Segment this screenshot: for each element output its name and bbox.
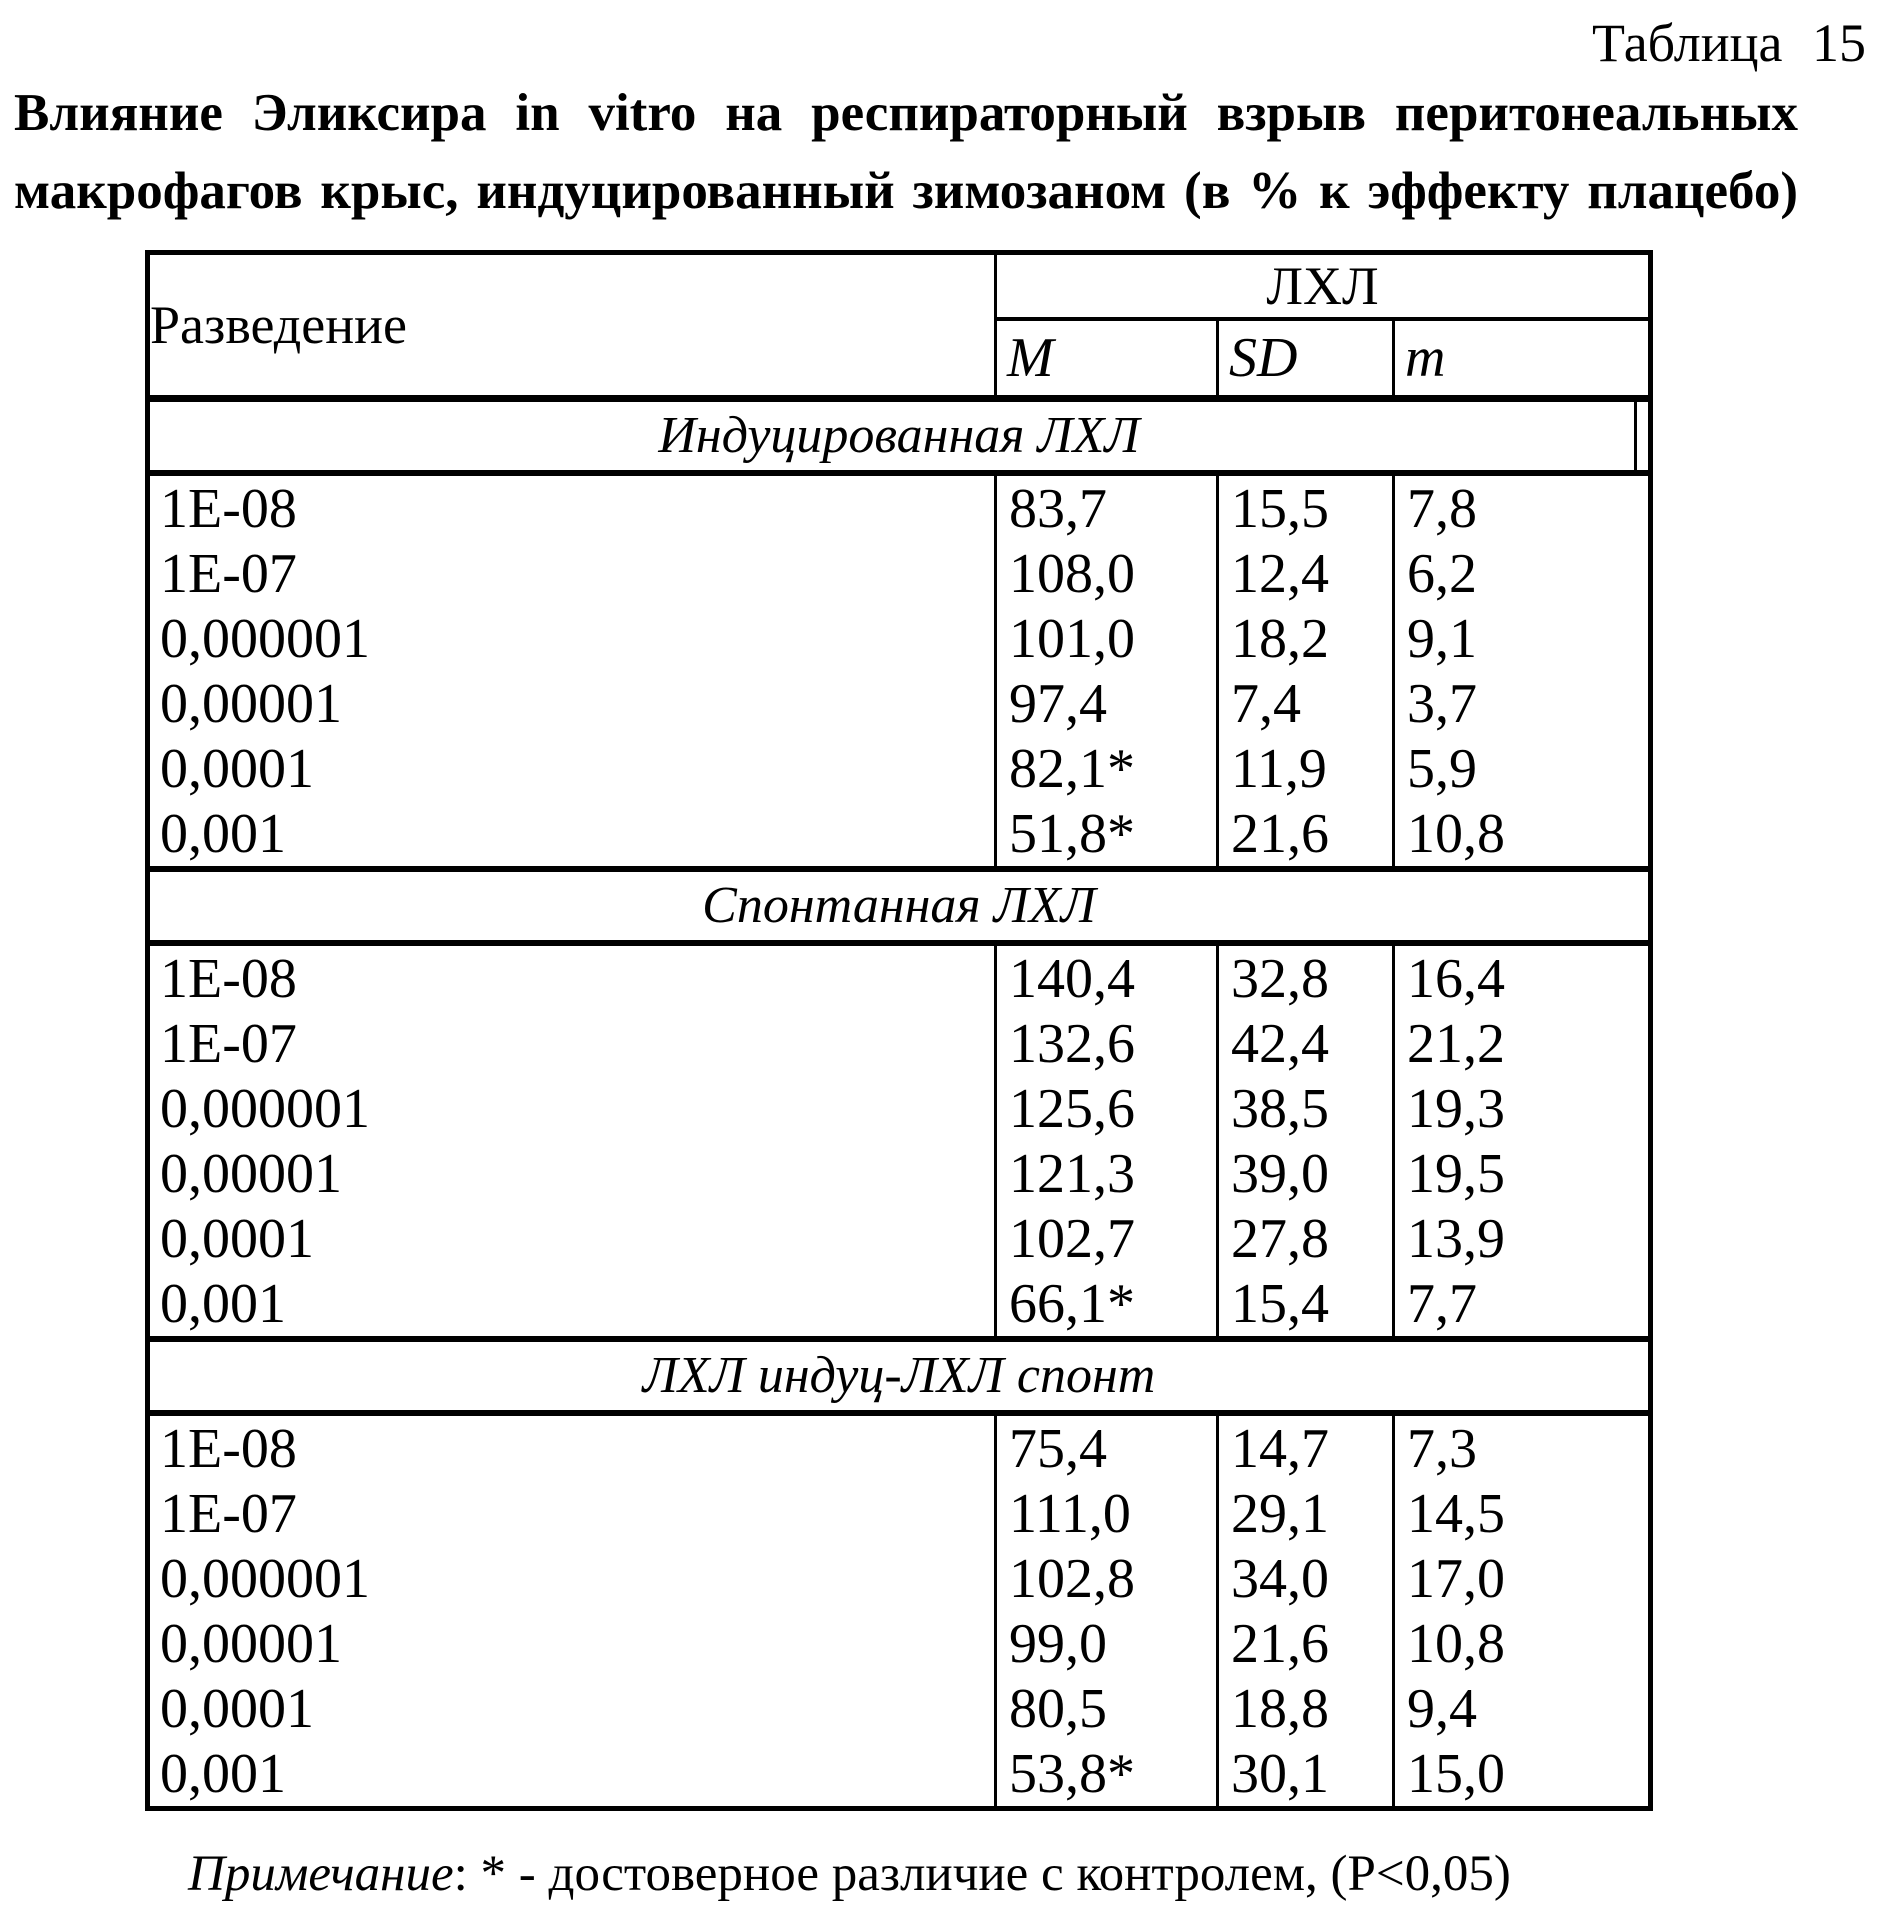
footnote — [188, 1845, 1511, 1903]
cell-dilution: 0,0001 — [148, 1676, 996, 1741]
table-row — [148, 1676, 1651, 1741]
document-title — [14, 74, 1798, 230]
cell-m-err: 5,9 — [1394, 736, 1651, 801]
cell-m-err: 17,0 — [1394, 1546, 1651, 1611]
cell-m: 75,4 — [996, 1413, 1218, 1481]
cell-dilution: 0,001 — [148, 801, 996, 869]
cell-m-err: 14,5 — [1394, 1481, 1651, 1546]
cell-m-err: 7,3 — [1394, 1413, 1651, 1481]
cell-m-err: 10,8 — [1394, 801, 1651, 869]
table-row — [148, 1271, 1651, 1339]
table-row — [148, 1481, 1651, 1546]
cell-sd: 34,0 — [1218, 1546, 1394, 1611]
cell-m-err: 19,5 — [1394, 1141, 1651, 1206]
table-row — [148, 1611, 1651, 1676]
title-line-1: Влияние Эликсира in vitro на респираторный взрыв перитонеальных — [14, 84, 1798, 142]
header-stat-sd: SD — [1218, 319, 1394, 399]
cell-sd: 21,6 — [1218, 1611, 1394, 1676]
cell-m-err: 21,2 — [1394, 1011, 1651, 1076]
cell-m-err: 10,8 — [1394, 1611, 1651, 1676]
cell-m: 132,6 — [996, 1011, 1218, 1076]
cell-dilution: 0,001 — [148, 1741, 996, 1809]
cell-m: 125,6 — [996, 1076, 1218, 1141]
cell-m: 97,4 — [996, 671, 1218, 736]
cell-sd: 21,6 — [1218, 801, 1394, 869]
cell-dilution: 0,000001 — [148, 1076, 996, 1141]
table-row — [148, 473, 1651, 541]
table-row — [148, 1741, 1651, 1809]
table-row — [148, 606, 1651, 671]
cell-m: 99,0 — [996, 1611, 1218, 1676]
header-dilution: Разведение — [148, 253, 996, 399]
table-row — [148, 1076, 1651, 1141]
cell-m-err: 13,9 — [1394, 1206, 1651, 1271]
cell-dilution: 1Е-08 — [148, 943, 996, 1011]
table-header — [148, 253, 1651, 399]
cell-sd: 11,9 — [1218, 736, 1394, 801]
cell-sd: 15,4 — [1218, 1271, 1394, 1339]
section-title: Спонтанная ЛХЛ — [148, 869, 1651, 943]
cell-sd: 39,0 — [1218, 1141, 1394, 1206]
cell-m: 102,7 — [996, 1206, 1218, 1271]
cell-m-err: 3,7 — [1394, 671, 1651, 736]
section-band-1 — [148, 869, 1651, 943]
cell-m: 51,8* — [996, 801, 1218, 869]
cell-sd: 12,4 — [1218, 541, 1394, 606]
cell-dilution: 1Е-07 — [148, 1481, 996, 1546]
cell-m: 121,3 — [996, 1141, 1218, 1206]
cell-dilution: 0,001 — [148, 1271, 996, 1339]
cell-dilution: 0,00001 — [148, 1141, 996, 1206]
cell-dilution: 0,000001 — [148, 1546, 996, 1611]
cell-m-err: 16,4 — [1394, 943, 1651, 1011]
cell-m-err: 9,4 — [1394, 1676, 1651, 1741]
title-line-2: макрофагов крыс, индуцированный зимозаном (в % к эффекту плацебо) — [14, 162, 1798, 220]
cell-dilution: 0,000001 — [148, 606, 996, 671]
header-stat-m: M — [996, 319, 1218, 399]
header-group-lhl: ЛХЛ — [996, 253, 1651, 320]
cell-sd: 38,5 — [1218, 1076, 1394, 1141]
cell-sd: 18,8 — [1218, 1676, 1394, 1741]
cell-dilution: 0,0001 — [148, 736, 996, 801]
data-table — [145, 250, 1653, 1811]
footnote-text: : * - достоверное различие с контролем, (Р<0,05) — [453, 1846, 1511, 1902]
table-body — [148, 399, 1651, 1809]
cell-m-err: 7,8 — [1394, 473, 1651, 541]
table-row — [148, 736, 1651, 801]
cell-m: 108,0 — [996, 541, 1218, 606]
cell-dilution: 1Е-07 — [148, 541, 996, 606]
cell-m: 140,4 — [996, 943, 1218, 1011]
section-title: ЛХЛ индуц-ЛХЛ спонт — [148, 1339, 1651, 1413]
table-row — [148, 801, 1651, 869]
cell-dilution: 0,0001 — [148, 1206, 996, 1271]
cell-m: 102,8 — [996, 1546, 1218, 1611]
cell-sd: 15,5 — [1218, 473, 1394, 541]
header-stat-m-err: m — [1394, 319, 1651, 399]
table-row — [148, 943, 1651, 1011]
cell-sd: 7,4 — [1218, 671, 1394, 736]
section-title: Индуцированная ЛХЛ — [148, 399, 1651, 474]
section-band-0 — [148, 399, 1651, 474]
cell-dilution: 1Е-08 — [148, 473, 996, 541]
cell-sd: 14,7 — [1218, 1413, 1394, 1481]
table-row — [148, 1206, 1651, 1271]
cell-dilution: 0,00001 — [148, 1611, 996, 1676]
table-row — [148, 541, 1651, 606]
table-row — [148, 1546, 1651, 1611]
table-row — [148, 1141, 1651, 1206]
table-row — [148, 671, 1651, 736]
cell-m: 80,5 — [996, 1676, 1218, 1741]
table-caption: Таблица 15 — [1592, 13, 1866, 73]
footnote-label: Примечание — [188, 1846, 454, 1902]
cell-m: 83,7 — [996, 473, 1218, 541]
cell-m: 66,1* — [996, 1271, 1218, 1339]
cell-sd: 32,8 — [1218, 943, 1394, 1011]
table-row — [148, 1413, 1651, 1481]
cell-sd: 18,2 — [1218, 606, 1394, 671]
cell-m: 111,0 — [996, 1481, 1218, 1546]
cell-sd: 29,1 — [1218, 1481, 1394, 1546]
cell-m-err: 9,1 — [1394, 606, 1651, 671]
cell-dilution: 1Е-08 — [148, 1413, 996, 1481]
cell-sd: 30,1 — [1218, 1741, 1394, 1809]
scan-artifact-line — [1634, 396, 1637, 472]
section-band-2 — [148, 1339, 1651, 1413]
cell-m: 101,0 — [996, 606, 1218, 671]
cell-m: 82,1* — [996, 736, 1218, 801]
cell-m-err: 7,7 — [1394, 1271, 1651, 1339]
cell-dilution: 0,00001 — [148, 671, 996, 736]
cell-sd: 42,4 — [1218, 1011, 1394, 1076]
cell-m-err: 15,0 — [1394, 1741, 1651, 1809]
table-row — [148, 1011, 1651, 1076]
cell-m: 53,8* — [996, 1741, 1218, 1809]
header-row-group — [148, 253, 1651, 320]
cell-m-err: 19,3 — [1394, 1076, 1651, 1141]
cell-dilution: 1Е-07 — [148, 1011, 996, 1076]
cell-m-err: 6,2 — [1394, 541, 1651, 606]
cell-sd: 27,8 — [1218, 1206, 1394, 1271]
